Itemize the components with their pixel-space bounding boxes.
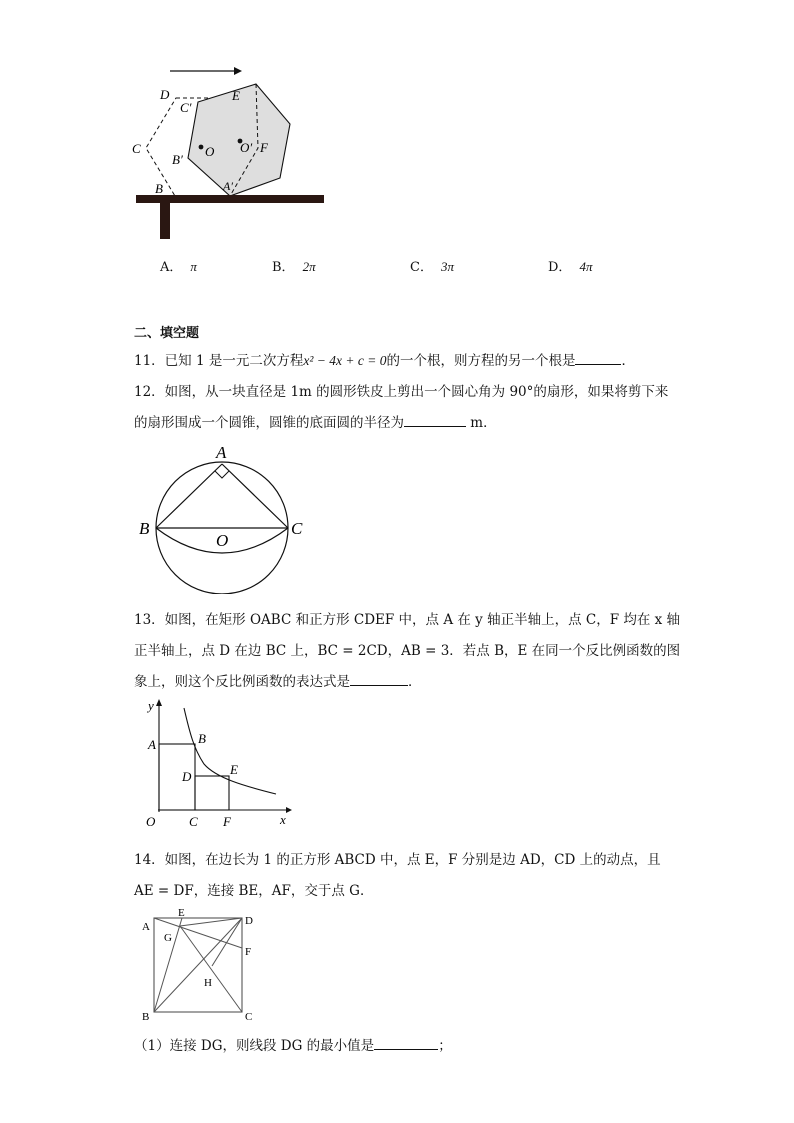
label-G: G bbox=[164, 932, 172, 944]
q13-answer-blank[interactable] bbox=[350, 673, 408, 686]
label-B: B bbox=[139, 519, 150, 538]
option-c[interactable]: C． 3π bbox=[410, 259, 454, 275]
label-E: E bbox=[178, 907, 185, 919]
label-B-prime: B′ bbox=[172, 152, 183, 167]
segment-AB bbox=[156, 464, 222, 528]
q12-answer-blank[interactable] bbox=[404, 414, 466, 427]
segment-DH bbox=[212, 918, 242, 966]
option-b[interactable]: B． 2π bbox=[272, 259, 316, 275]
label-C: C bbox=[291, 519, 303, 538]
label-O-prime: O′ bbox=[240, 140, 253, 155]
label-O: O bbox=[146, 814, 156, 829]
option-d[interactable]: D． 4π bbox=[548, 259, 593, 275]
label-C-prime: C′ bbox=[180, 100, 192, 115]
label-F: F bbox=[245, 946, 252, 958]
q13-line2: 正半轴上，点 D 在边 BC 上，BC = 2CD，AB = 3．若点 B，E 在同一个反比例函数的图 bbox=[134, 643, 681, 659]
center-O-dot bbox=[199, 145, 204, 150]
square-figure bbox=[136, 904, 264, 1024]
label-C: C bbox=[245, 1011, 253, 1023]
label-A: A bbox=[216, 443, 227, 462]
label-E: E bbox=[230, 762, 238, 777]
label-H: H bbox=[204, 977, 212, 989]
label-D: D bbox=[245, 915, 253, 927]
inverse-function-graph bbox=[134, 694, 294, 832]
segment-GD bbox=[180, 918, 242, 926]
label-E: E bbox=[232, 88, 240, 103]
label-D: D bbox=[182, 769, 192, 784]
q11: 11．已知 1 是一元二次方程x² − 4x + c = 0的一个根，则方程的另一个根是 ． bbox=[134, 353, 635, 369]
table-leg bbox=[160, 203, 170, 239]
right-angle-mark bbox=[215, 471, 229, 478]
q14-line2: AE = DF，连接 BE，AF，交于点 G． bbox=[134, 883, 374, 899]
label-y: y bbox=[148, 698, 154, 713]
q12-line2: 的扇形围成一个圆锥，圆锥的底面圆的半径为 m． bbox=[134, 415, 497, 431]
q14-answer-blank[interactable] bbox=[374, 1037, 438, 1050]
q13-line3: 象上，则这个反比例函数的表达式是 ． bbox=[134, 674, 422, 690]
segment-GC bbox=[180, 926, 242, 1012]
label-C: C bbox=[189, 814, 198, 829]
label-O: O bbox=[205, 144, 215, 159]
option-a[interactable]: A． π bbox=[160, 259, 197, 275]
q11-answer-blank[interactable] bbox=[575, 352, 621, 365]
q13-line1: 13．如图，在矩形 OABC 和正方形 CDEF 中，点 A 在 y 轴正半轴上，点 C，F 均在 x 轴 bbox=[134, 612, 681, 628]
x-axis-arrow bbox=[286, 807, 292, 813]
table-top bbox=[136, 195, 324, 203]
arrow-head bbox=[234, 67, 242, 75]
label-x: x bbox=[280, 812, 286, 827]
label-F: F bbox=[223, 814, 231, 829]
square-CDEF bbox=[195, 776, 229, 810]
label-D: D bbox=[160, 87, 170, 102]
section-title: 二、填空题 bbox=[134, 326, 200, 341]
hexagon-figure bbox=[130, 62, 330, 244]
y-axis-arrow bbox=[156, 699, 162, 706]
label-C: C bbox=[132, 141, 141, 156]
q12-line1: 12．如图，从一块直径是 1m 的圆形铁皮上剪出一个圆心角为 90°的扇形，如果将剪下来 bbox=[134, 384, 669, 400]
hyperbola-curve bbox=[184, 708, 276, 794]
q14-line1: 14．如图，在边长为 1 的正方形 ABCD 中，点 E，F 分别是边 AD，CD 上的动点，且 bbox=[134, 852, 661, 868]
segment-AC bbox=[222, 464, 288, 528]
label-B: B bbox=[155, 181, 163, 196]
q14-sub1: （1）连接 DG，则线段 DG 的最小值是 ； bbox=[134, 1038, 452, 1054]
label-A: A bbox=[142, 921, 150, 933]
label-B: B bbox=[198, 731, 206, 746]
label-F: F bbox=[260, 140, 268, 155]
label-B: B bbox=[142, 1011, 150, 1023]
label-O: O bbox=[216, 531, 229, 550]
label-A: A bbox=[148, 737, 156, 752]
label-A-prime: A′ bbox=[223, 179, 233, 193]
circle-figure bbox=[134, 438, 314, 594]
